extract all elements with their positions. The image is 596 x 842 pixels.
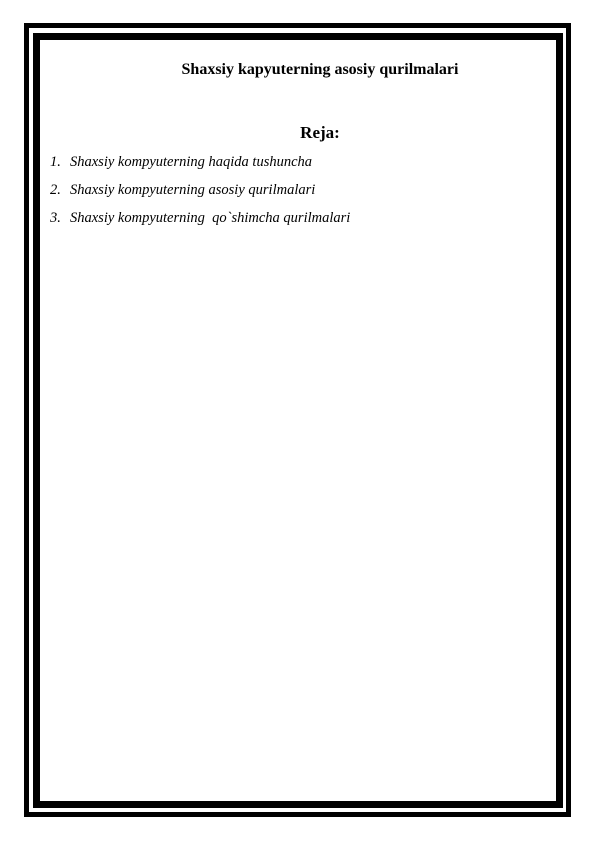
plan-item-number: 3. bbox=[50, 210, 61, 226]
plan-list bbox=[50, 152, 350, 236]
plan-item-text: Shaxsiy kompyuterning asosiy qurilmalari bbox=[70, 182, 316, 198]
plan-item-number: 1. bbox=[50, 154, 61, 170]
plan-item-text: Shaxsiy kompyuterning qo`shimcha qurilmalari bbox=[70, 210, 351, 226]
plan-item-text: Shaxsiy kompyuterning haqida tushuncha bbox=[70, 154, 313, 170]
plan-item bbox=[50, 208, 350, 236]
page-border-inner bbox=[33, 33, 563, 808]
document-title: Shaxsiy kapyuterning asosiy qurilmalari bbox=[181, 61, 459, 78]
plan-heading: Reja: bbox=[300, 123, 340, 142]
plan-item bbox=[50, 180, 350, 208]
plan-item-number: 2. bbox=[50, 182, 61, 198]
plan-item bbox=[50, 152, 350, 180]
